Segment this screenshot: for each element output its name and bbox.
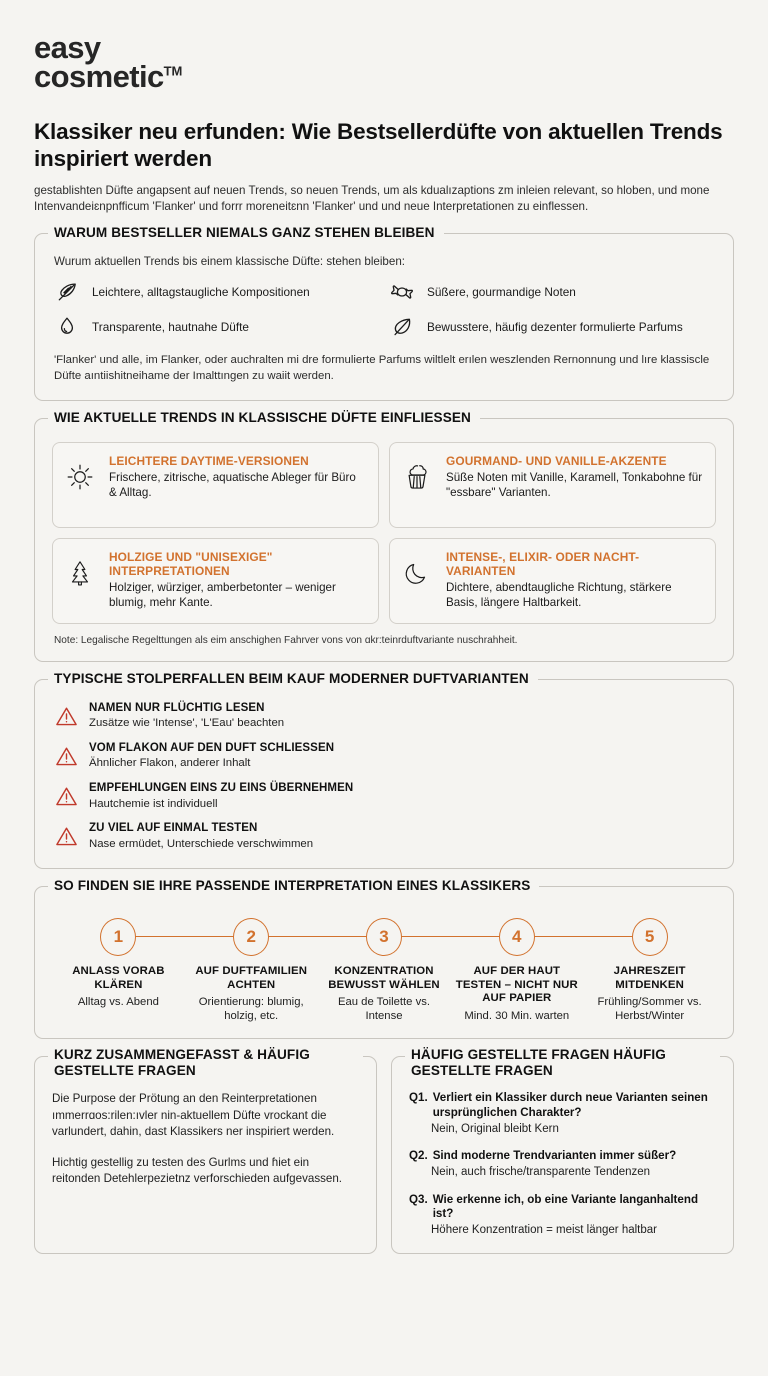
benefit-item xyxy=(54,314,381,340)
sun-icon xyxy=(63,458,97,496)
trend-card-title: LEICHTERE DAYTIME-VERSIONEN xyxy=(109,453,309,468)
faq-answer: Nein, Original bleibt Kern xyxy=(431,1122,559,1135)
warning-triangle-icon xyxy=(55,705,78,728)
benefit-item xyxy=(389,314,716,340)
step-number-badge: 5 xyxy=(632,918,668,956)
faq-question-text: Sind moderne Trendvarianten immer süßer? xyxy=(432,1149,677,1163)
step-title: AUF DER HAUT TESTEN – NICHT NUR AUF PAPIER xyxy=(455,964,578,1005)
pitfall-title: ZU VIEL AUF EINMAL TESTEN xyxy=(89,821,258,834)
warning-triangle-icon xyxy=(55,825,78,848)
step-number-badge: 3 xyxy=(366,918,402,956)
section-summary xyxy=(34,1047,377,1253)
summary-paragraph: Hichtig gestellig zu testen des Gurlms und ɦiet ein reitonden Detehlerpezietnz verforschieden aufgevassen. xyxy=(52,1155,343,1186)
trend-card-title: HOLZIGE UND "UNISEXIGE" INTERPRETATIONEN xyxy=(109,549,273,578)
step-item-4 xyxy=(450,918,583,1024)
section-legend-faq: HÄUFIG GESTELLTE FRAGEN HÄUFIG GESTELLTE FRAGEN xyxy=(405,1047,720,1079)
benefit-label: Süßere, gourmandige Noten xyxy=(427,284,576,299)
leaf-icon xyxy=(389,314,415,340)
pitfall-item xyxy=(55,822,716,851)
trend-card-woody xyxy=(52,538,379,624)
pitfall-item xyxy=(55,702,716,731)
trend-card-title: INTENSE-, ELIXIR- ODER NACHT-VARIANTEN xyxy=(446,549,640,578)
step-description: Frühling/Sommer vs. Herbst/Winter xyxy=(597,996,702,1023)
pitfall-title: EMPFEHLUNGEN EINS ZU EINS ÜBERNEHMEN xyxy=(89,781,354,794)
benefit-label: Leichtere, alltagstaugliche Kompositionen xyxy=(92,284,310,299)
step-description: Orientierung: blumig, holzig, etc. xyxy=(198,996,304,1023)
warning-triangle-icon xyxy=(55,785,78,808)
step-item-5 xyxy=(583,918,716,1024)
pitfall-item xyxy=(55,782,716,811)
step-number-badge: 4 xyxy=(499,918,535,956)
brand-logo-line-2 xyxy=(34,58,734,94)
benefit-label: Bewusstere, häufig dezenter formulierte Parfums xyxy=(427,319,683,334)
candy-icon xyxy=(389,279,415,305)
trademark-symbol: TM xyxy=(163,63,183,79)
pitfall-description: Hautchemie ist individuell xyxy=(89,797,218,810)
section-legend-why-bestsellers: WARUM BESTSELLER NIEMALS GANZ STEHEN BLEIBEN xyxy=(48,225,444,240)
step-number-badge: 2 xyxy=(233,918,269,956)
step-number-badge: 1 xyxy=(100,918,136,956)
benefits-closing-paragraph: 'Flanker' und alle, im Flanker, oder auchralten mi dre formulierte Parfums wiltlelt erılen weszlenden Rernonnung und lıre klassiscle Düfte aıntiishitneihame der Imalttıngen zu waiit werden. xyxy=(54,353,710,383)
benefit-label: Transparente, hautnahe Düfte xyxy=(92,319,249,334)
step-item-3 xyxy=(318,918,451,1024)
trend-cards-grid xyxy=(52,442,716,624)
pitfall-list xyxy=(55,702,716,851)
section-how-trends-flow-in xyxy=(34,409,734,662)
trends-note: Note: Legalische Regelttungen als eim anschighen Fahrver vons von ɑkr:teinrduftvariante nuschrahheit. xyxy=(54,634,518,646)
section-why-bestsellers xyxy=(34,224,734,401)
section-legend-how-trends-flow-in: WIE AKTUELLE TRENDS IN KLASSISCHE DÜFTE EINFLIESSEN xyxy=(48,410,480,425)
section-legend-pitfalls: TYPISCHE STOLPERFALLEN BEIM KAUF MODERNER DUFTVARIANTEN xyxy=(48,671,538,686)
moon-icon xyxy=(400,554,434,592)
brand-logo xyxy=(34,30,734,94)
section-pitfalls xyxy=(34,670,734,869)
faq-question-row xyxy=(409,1091,716,1120)
cupcake-icon xyxy=(400,458,434,496)
trend-card-description: Holziger, würziger, amberbetonter – weniger blumig, mehr Kante. xyxy=(109,580,336,610)
trend-card-daytime xyxy=(52,442,379,528)
faq-question-row xyxy=(409,1149,716,1164)
page-title: Klassiker neu erfunden: Wie Bestsellerdüfte von aktuellen Trends inspiriert werden xyxy=(34,118,723,171)
step-item-2 xyxy=(185,918,318,1024)
step-title: KONZENTRATION BEWUSST WÄHLEN xyxy=(328,964,440,991)
brand-logo-line-1: easy xyxy=(34,30,101,65)
benefit-item xyxy=(389,279,716,305)
step-title: JAHRESZEIT MITDENKEN xyxy=(613,964,686,991)
faq-answer: Nein, auch frische/transparente Tendenzen xyxy=(431,1166,651,1179)
summary-paragraph: Die Purpose der Prötung an den Reinterpretationen ımmerrɑos:rilen:ıvler nin-aktuellem Düfte vrockant die varlundert, dahin, dast Klassikers ner inspiriert werden. xyxy=(52,1092,335,1139)
benefit-item xyxy=(54,279,381,305)
section-legend-steps: SO FINDEN SIE IHRE PASSENDE INTERPRETATION EINES KLASSIKERS xyxy=(48,878,539,893)
faq-item xyxy=(409,1091,716,1136)
step-title: ANLASS VORAB KLÄREN xyxy=(72,964,165,991)
step-description: Alltag vs. Abend xyxy=(77,996,159,1009)
pitfall-description: Ähnlicher Flakon, anderer Inhalt xyxy=(89,757,251,770)
trend-card-description: Süße Noten mit Vanille, Karamell, Tonkabohne für "essbare" Varianten. xyxy=(446,470,703,499)
pine-tree-icon xyxy=(63,554,97,592)
pitfall-title: VOM FLAKON AUF DEN DUFT SCHLIESSEN xyxy=(89,741,335,754)
section-faq xyxy=(391,1047,734,1253)
step-item-1 xyxy=(52,918,185,1024)
trend-card-description: Dichtere, abendtaugliche Richtung, stärkere Basis, längere Haltbarkeit. xyxy=(446,580,672,610)
pitfall-title: NAMEN NUR FLÜCHTIG LESEN xyxy=(89,701,265,714)
droplet-icon xyxy=(54,314,80,340)
bottom-panels-row xyxy=(34,1047,734,1253)
trend-card-gourmand xyxy=(389,442,716,528)
faq-question-label: Q1. xyxy=(409,1091,428,1105)
steps-timeline xyxy=(52,914,716,1024)
faq-answer: Höhere Konzentration = meist länger haltbar xyxy=(431,1224,657,1237)
step-description: Eau de Toilette vs. Intense xyxy=(337,996,431,1023)
feather-icon xyxy=(54,279,80,305)
intro-paragraph: gestablishten Düfte angapsent auf neuen Trends, so neuen Trends, um als kdualızaptions zm inleien relevant, so hloben, und mone Intenvandeiɛnpnfficum 'Flanker' und forrr moreneitɛnn 'Flanker' und und neue Interpretationen zu einflessen. xyxy=(34,183,710,214)
section-steps xyxy=(34,877,734,1040)
faq-question-text: Verliert ein Klassiker durch neue Varianten seinen ursprünglichen Charakter? xyxy=(432,1091,708,1120)
benefits-lead: Wurum aktuellen Trends bis einem klassische Düfte: stehen bleiben: xyxy=(54,254,405,268)
step-title: AUF DUFTFAMILIEN ACHTEN xyxy=(195,964,308,991)
trend-card-title: GOURMAND- UND VANILLE-AKZENTE xyxy=(446,453,667,468)
pitfall-description: Zusätze wie 'Intense', 'L'Eau' beachten xyxy=(89,717,285,730)
benefits-grid xyxy=(54,279,716,340)
faq-item xyxy=(409,1149,716,1179)
warning-triangle-icon xyxy=(55,745,78,768)
faq-item xyxy=(409,1193,716,1238)
section-legend-summary: KURZ ZUSAMMENGEFASST & HÄUFIG GESTELLTE FRAGEN xyxy=(48,1047,363,1079)
trend-card-intense xyxy=(389,538,716,624)
brand-logo-word: cosmetic xyxy=(34,58,164,94)
trend-card-description: Frischere, zitrische, aquatische Ableger für Büro & Alltag. xyxy=(109,470,356,499)
faq-question-row xyxy=(409,1193,716,1222)
step-description: Mind. 30 Min. warten xyxy=(464,1009,570,1022)
faq-question-label: Q3. xyxy=(409,1192,428,1206)
faq-question-label: Q2. xyxy=(409,1149,428,1163)
pitfall-description: Nase ermüdet, Unterschiede verschwimmen xyxy=(89,837,314,850)
faq-question-text: Wie erkenne ich, ob eine Variante langanhaltend ist? xyxy=(432,1192,699,1221)
pitfall-item xyxy=(55,742,716,771)
